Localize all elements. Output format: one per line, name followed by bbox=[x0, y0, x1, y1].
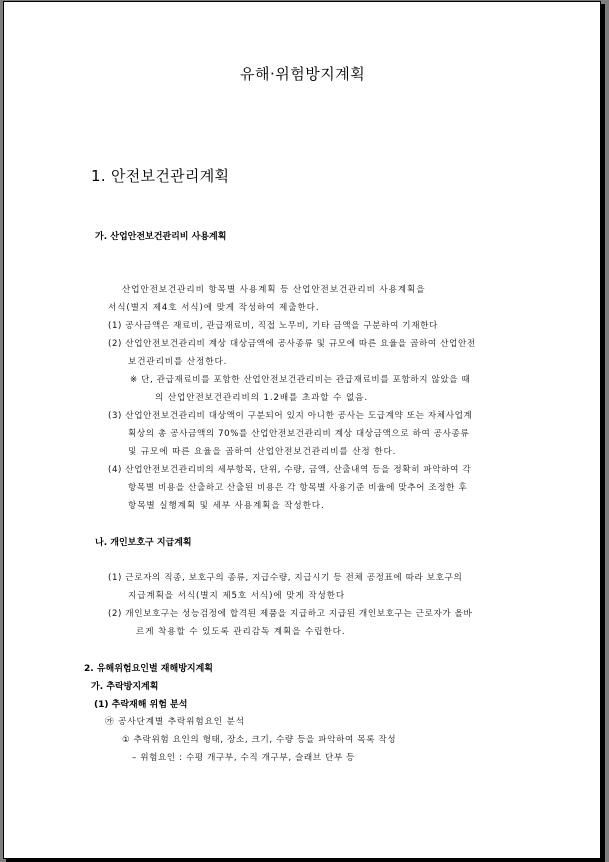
section-2-item-1: (1) 추락재해 위험 분석 bbox=[94, 700, 188, 710]
list-item-1-cont: 지급계획을 서식(별지 제5호 서식)에 맞게 작성한다 bbox=[128, 591, 346, 601]
section-2-item-ga: ㉮ 공사단계별 추락위험요인 분석 bbox=[105, 717, 246, 727]
paragraph-line: 서식(별지 제4호 서식)에 맞게 작성하여 제출한다. bbox=[108, 303, 320, 313]
note-line-cont: 의 산업안전보건관리비의 1.2배를 초과할 수 없음. bbox=[155, 393, 368, 403]
section-1-na-heading: 나. 개인보호구 지급계획 bbox=[95, 538, 192, 548]
section-2-item-circle-1: ① 추락위험 요인의 형태, 장소, 크기, 수량 등을 파악하여 목록 작성 bbox=[122, 735, 397, 745]
list-item-1: (1) 공사금액은 재료비, 관급재료비, 직접 노무비, 기타 금액을 구분하여 기재한다 bbox=[108, 321, 438, 331]
section-2-item-dash: – 위험요인 : 수평 개구부, 수직 개구부, 슬래브 단부 등 bbox=[132, 753, 356, 763]
list-item-3: (3) 산업안전보건관리비 대상액이 구분되어 있지 아니한 공사는 도급계약 또는 자체사업계 bbox=[108, 411, 473, 421]
section-1-heading: 1. 안전보건관리계획 bbox=[91, 167, 230, 185]
list-item-3-cont: 획상의 총 공사금액의 70%를 산업안전보건관리비 계상 대상금액으로 하여 공사종류 bbox=[128, 429, 470, 439]
paragraph-line: 산업안전보건관리비 항목별 사용계획 등 산업안전보건관리비 사용계획을 bbox=[122, 285, 426, 295]
section-2-heading: 2. 유해위험요인별 재해방지계획 bbox=[84, 664, 213, 674]
list-item-4: (4) 산업안전보건관리비의 세부항목, 단위, 수량, 금액, 산출내역 등을 정확히 파악하여 각 bbox=[108, 465, 472, 475]
list-item-2: (2) 개인보호구는 성능검정에 합격된 제품을 지급하고 지급된 개인보호구는 근로자가 올바 bbox=[108, 609, 473, 619]
list-item-2-cont: 르게 착용할 수 있도록 관리감독 계획을 수립한다. bbox=[136, 627, 346, 637]
section-1-ga-heading: 가. 산업안전보건관리비 사용계획 bbox=[95, 232, 227, 242]
list-item-1: (1) 근로자의 직종, 보호구의 종류, 지급수량, 지급시기 등 전체 공정표에 따라 보호구의 bbox=[108, 573, 463, 583]
note-line: ※ 단, 관급재료비를 포함한 산업안전보건관리비는 관급재료비를 포함하지 않았을 때 bbox=[130, 375, 471, 385]
section-2-ga-heading: 가. 추락방지계획 bbox=[91, 682, 159, 692]
list-item-4-cont: 항목별 실행계획 및 세부 사용계획을 작성한다. bbox=[128, 501, 325, 511]
list-item-2-cont: 보건관리비를 산정한다. bbox=[128, 357, 228, 367]
list-item-3-cont: 및 규모에 따른 요율을 곱하여 산업안전보건관리비를 산정 한다. bbox=[128, 447, 397, 457]
document-title: 유해·위험방지계획 bbox=[240, 65, 366, 83]
page-shadow-right bbox=[601, 4, 605, 862]
list-item-4-cont: 항목별 비용을 산출하고 산출된 비용은 각 항목별 사용기준 비율에 맞추어 조정한 후 bbox=[128, 483, 468, 493]
document-page bbox=[3, 1, 601, 859]
list-item-2: (2) 산업안전보건관리비 계상 대상금액에 공사종류 및 규모에 따른 요율을 곱하여 산업안전 bbox=[108, 339, 476, 349]
